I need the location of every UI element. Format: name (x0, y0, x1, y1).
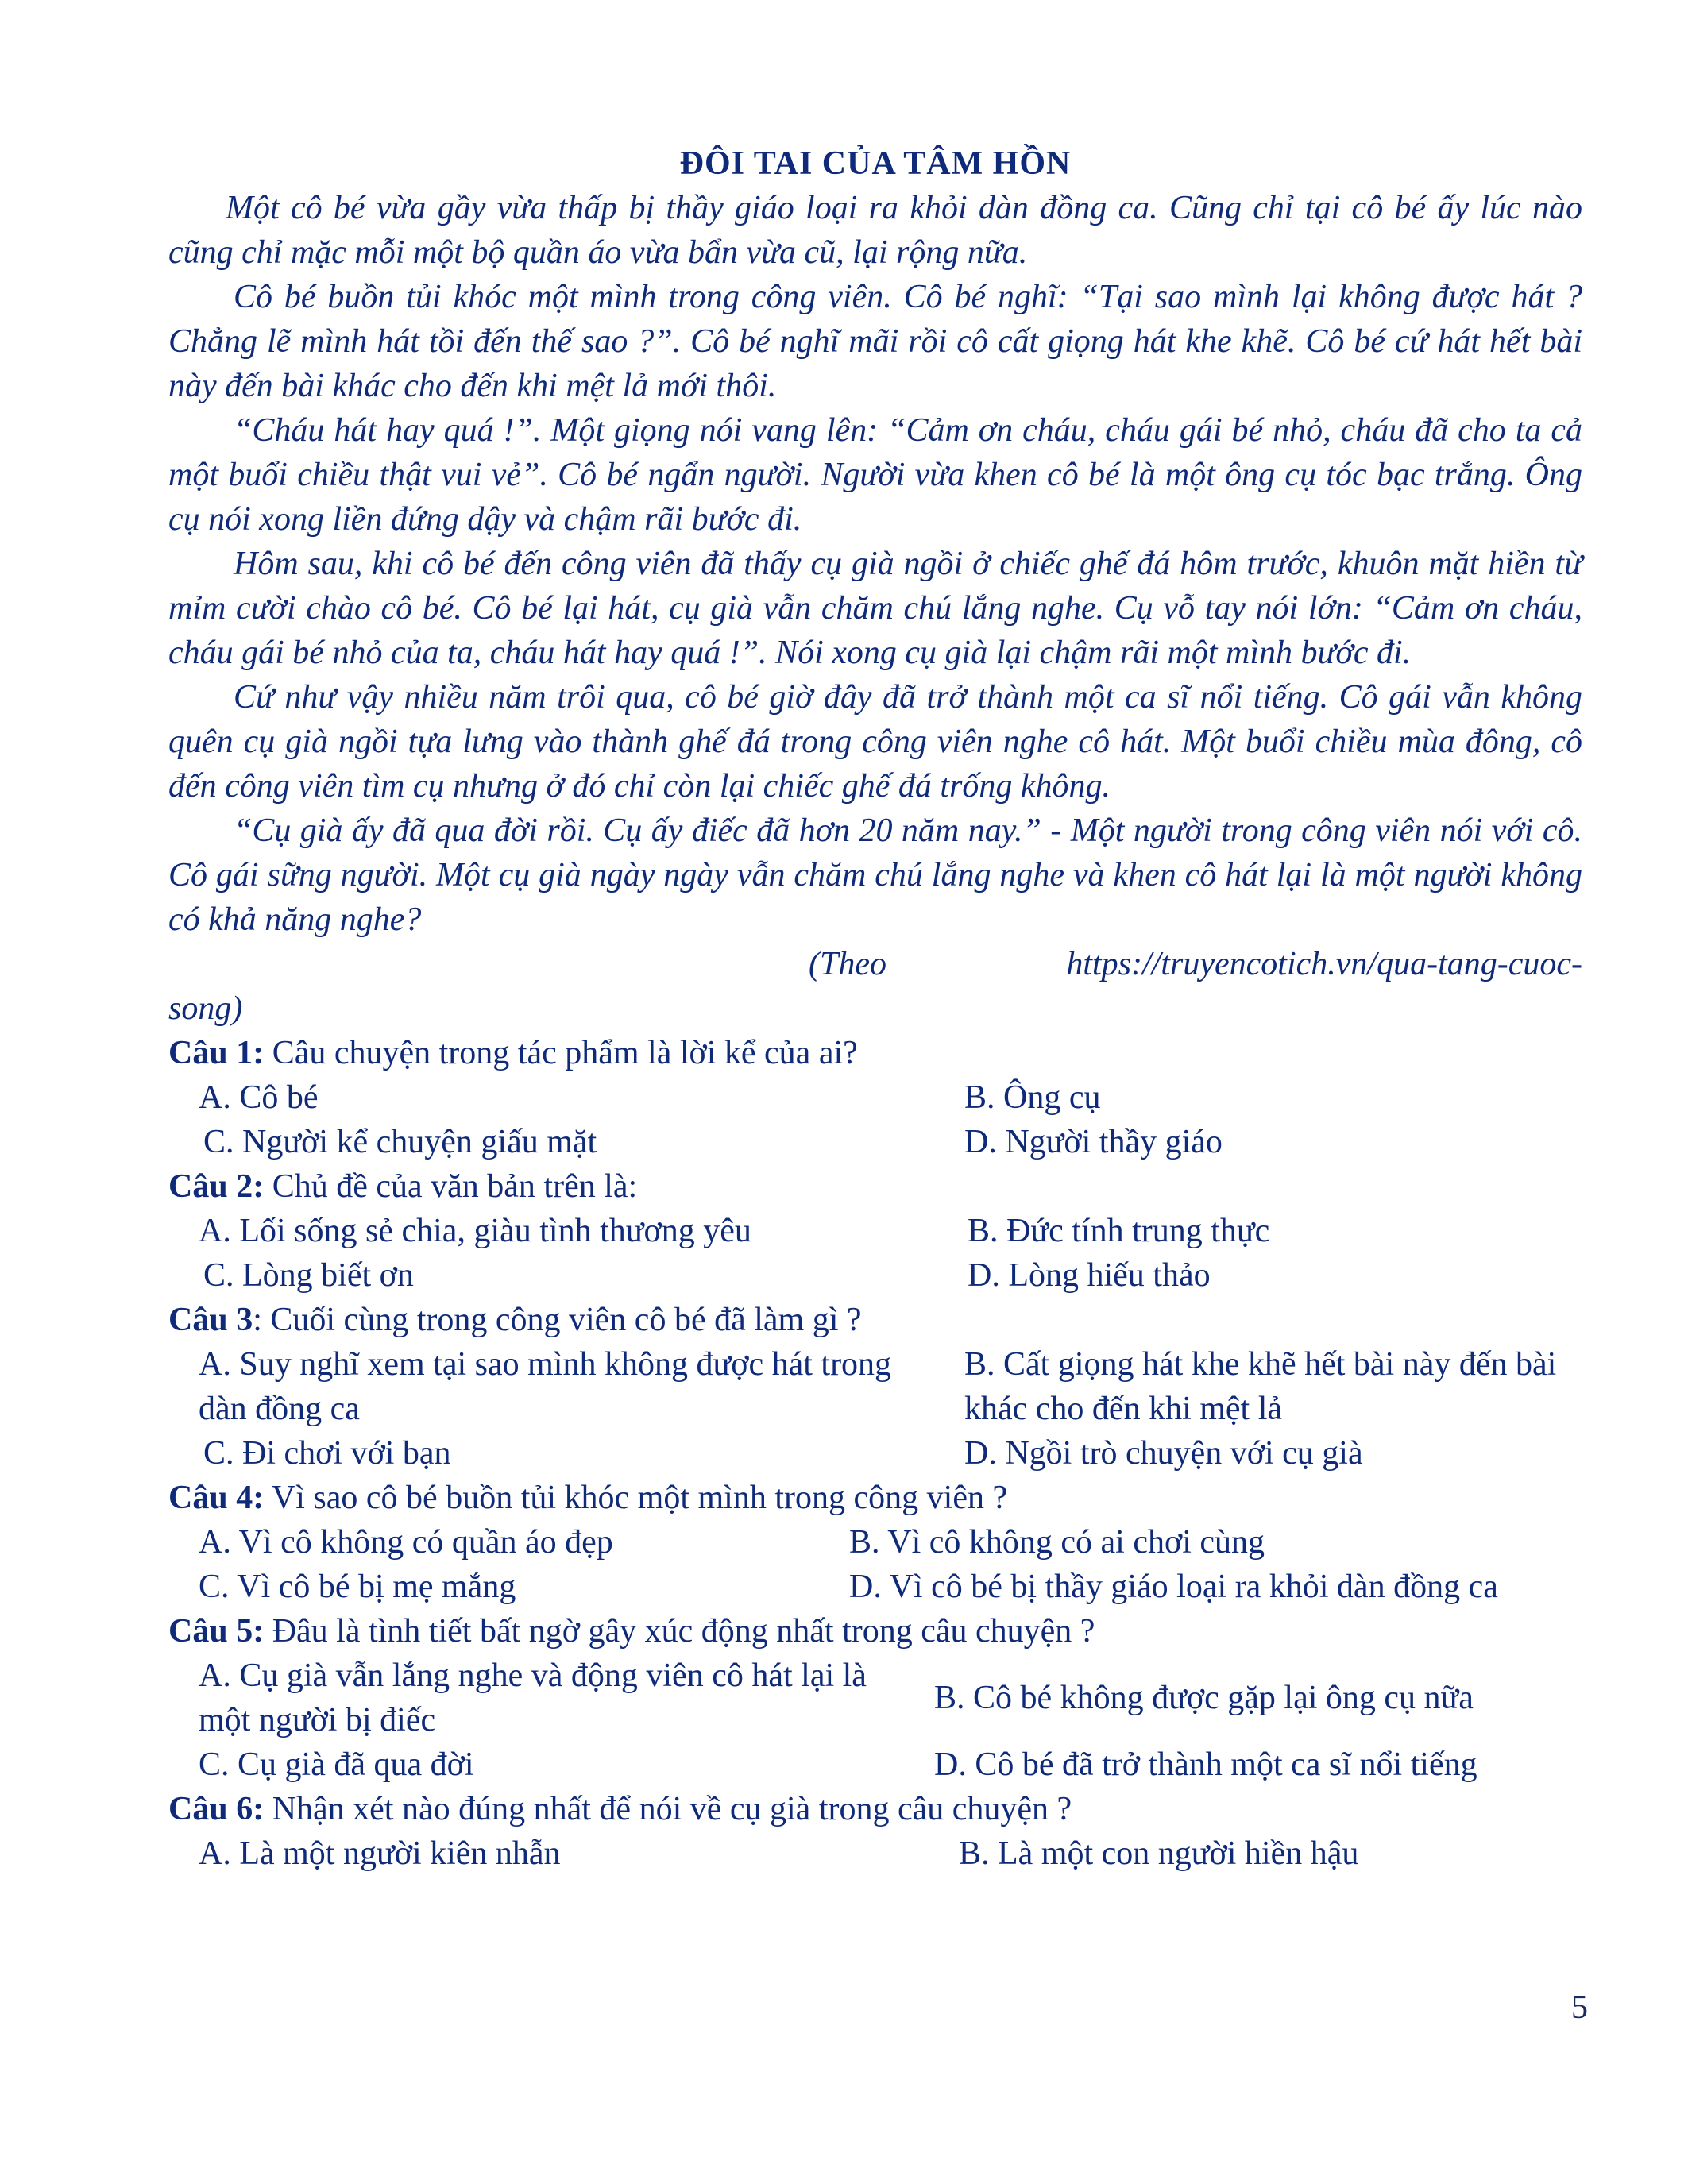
question-label: Câu 6: (168, 1791, 265, 1827)
story-paragraph: Cô bé buồn tủi khóc một mình trong công viên. Cô bé nghĩ: “Tại sao mình lại không được hát ? Chẳng lẽ mình hát tồi đến thế sao ?”. Cô bé nghĩ mãi rồi cô cất giọng hát khe khẽ. Cô bé cứ hát hết bài này đến bài khác cho đến khi mệt lả mới thôi. (168, 279, 1582, 404)
option-d: D. Vì cô bé bị thầy giáo loại ra khỏi dàn đồng ca (849, 1569, 1498, 1605)
source-prefix: (Theo (809, 946, 886, 982)
source-citation (168, 942, 1582, 1031)
option-a: A. Cụ già vẫn lắng nghe và động viên cô hát lại là một người bị điếc (199, 1657, 867, 1738)
option-b: B. Đức tính trung thực (968, 1213, 1270, 1249)
option-b: B. Ông cụ (964, 1079, 1101, 1116)
question-1 (168, 1031, 1582, 1075)
question-4 (168, 1476, 1582, 1520)
document-page (168, 141, 1582, 1876)
question-3 (168, 1298, 1582, 1342)
option-d: D. Lòng hiếu thảo (968, 1257, 1211, 1294)
page-number: 5 (1571, 1989, 1588, 2026)
question-text: Câu chuyện trong tác phẩm là lời kể của ai? (264, 1035, 858, 1071)
story-title: ĐÔI TAI CỦA TÂM HỒN (679, 145, 1072, 182)
question-text: Vì sao cô bé buồn tủi khóc một mình trong công viên ? (264, 1480, 1008, 1516)
question-text: Chủ đề của văn bản trên là: (264, 1168, 638, 1205)
source-url: https://truyencotich.vn/qua-tang-cuoc- (1066, 946, 1582, 982)
source-url-end: song) (168, 990, 243, 1027)
question-label: Câu 3 (168, 1302, 253, 1338)
question-2 (168, 1164, 1582, 1209)
option-d: D. Người thầy giáo (964, 1124, 1223, 1160)
option-a: A. Cô bé (199, 1079, 319, 1116)
option-c: C. Lòng biết ơn (203, 1257, 414, 1294)
question-4-options (168, 1520, 1582, 1609)
option-a: A. Là một người kiên nhẫn (199, 1835, 561, 1872)
question-6 (168, 1787, 1582, 1831)
option-c: C. Vì cô bé bị mẹ mắng (199, 1569, 516, 1605)
option-c: C. Người kể chuyện giấu mặt (203, 1124, 597, 1160)
question-5-options (168, 1653, 1582, 1787)
question-5 (168, 1609, 1582, 1653)
question-label: Câu 1: (168, 1035, 265, 1071)
story-body (168, 186, 1582, 942)
option-c: C. Đi chơi với bạn (203, 1435, 451, 1472)
question-text: Nhận xét nào đúng nhất để nói về cụ già trong câu chuyện ? (264, 1791, 1072, 1827)
option-d: D. Cô bé đã trở thành một ca sĩ nổi tiếng (934, 1746, 1477, 1783)
option-b: B. Là một con người hiền hậu (959, 1835, 1359, 1872)
story-paragraph: Một cô bé vừa gầy vừa thấp bị thầy giáo loại ra khỏi dàn đồng ca. Cũng chỉ tại cô bé ấy lúc nào cũng chỉ mặc mỗi một bộ quần áo vừa bẩn vừa cũ, lại rộng nữa. (168, 190, 1582, 271)
question-3-options (168, 1342, 1582, 1476)
question-2-options (168, 1209, 1582, 1298)
option-c: C. Cụ già đã qua đời (199, 1746, 474, 1783)
question-6-options (168, 1831, 1582, 1876)
story-paragraph: “Cháu hát hay quá !”. Một giọng nói vang lên: “Cảm ơn cháu, cháu gái bé nhỏ, cháu đã cho ta cả một buổi chiều thật vui vẻ”. Cô bé ngẩn người. Người vừa khen cô bé là một ông cụ tóc bạc trắng. Ông cụ nói xong liền đứng dậy và chậm rãi bước đi. (168, 412, 1582, 538)
story-paragraph: “Cụ già ấy đã qua đời rồi. Cụ ấy điếc đã hơn 20 năm nay.” - Một người trong công viên nói với cô. Cô gái sững người. Một cụ già ngày ngày vẫn chăm chú lắng nghe và khen cô hát lại là một người không có khả năng nghe? (168, 812, 1582, 938)
question-label: Câu 4: (168, 1480, 265, 1516)
question-text: : Cuối cùng trong công viên cô bé đã làm gì ? (253, 1302, 862, 1338)
option-a: A. Vì cô không có quần áo đẹp (199, 1524, 613, 1561)
option-a: A. Suy nghĩ xem tại sao mình không được hát trong dàn đồng ca (199, 1346, 892, 1427)
option-a: A. Lối sống sẻ chia, giàu tình thương yêu (199, 1213, 751, 1249)
story-paragraph: Cứ như vậy nhiều năm trôi qua, cô bé giờ đây đã trở thành một ca sĩ nổi tiếng. Cô gái vẫn không quên cụ già ngồi tựa lưng vào thành ghế đá trong công viên nghe cô hát. Một buổi chiều mùa đông, cô đến công viên tìm cụ nhưng ở đó chỉ còn lại chiếc ghế đá trống không. (168, 679, 1582, 805)
option-b: B. Cô bé không được gặp lại ông cụ nữa (934, 1680, 1474, 1716)
question-label: Câu 2: (168, 1168, 265, 1205)
story-paragraph: Hôm sau, khi cô bé đến công viên đã thấy cụ già ngồi ở chiếc ghế đá hôm trước, khuôn mặt hiền từ mỉm cười chào cô bé. Cô bé lại hát, cụ già vẫn chăm chú lắng nghe. Cụ vỗ tay nói lớn: “Cảm ơn cháu, cháu gái bé nhỏ của ta, cháu hát hay quá !”. Nói xong cụ già lại chậm rãi một mình bước đi. (168, 546, 1582, 671)
question-1-options (168, 1075, 1582, 1164)
question-text: Đâu là tình tiết bất ngờ gây xúc động nhất trong câu chuyện ? (264, 1613, 1095, 1650)
option-d: D. Ngồi trò chuyện với cụ già (964, 1435, 1363, 1472)
option-b: B. Cất giọng hát khe khẽ hết bài này đến bài khác cho đến khi mệt lả (964, 1346, 1557, 1427)
question-label: Câu 5: (168, 1613, 265, 1650)
option-b: B. Vì cô không có ai chơi cùng (849, 1524, 1265, 1561)
